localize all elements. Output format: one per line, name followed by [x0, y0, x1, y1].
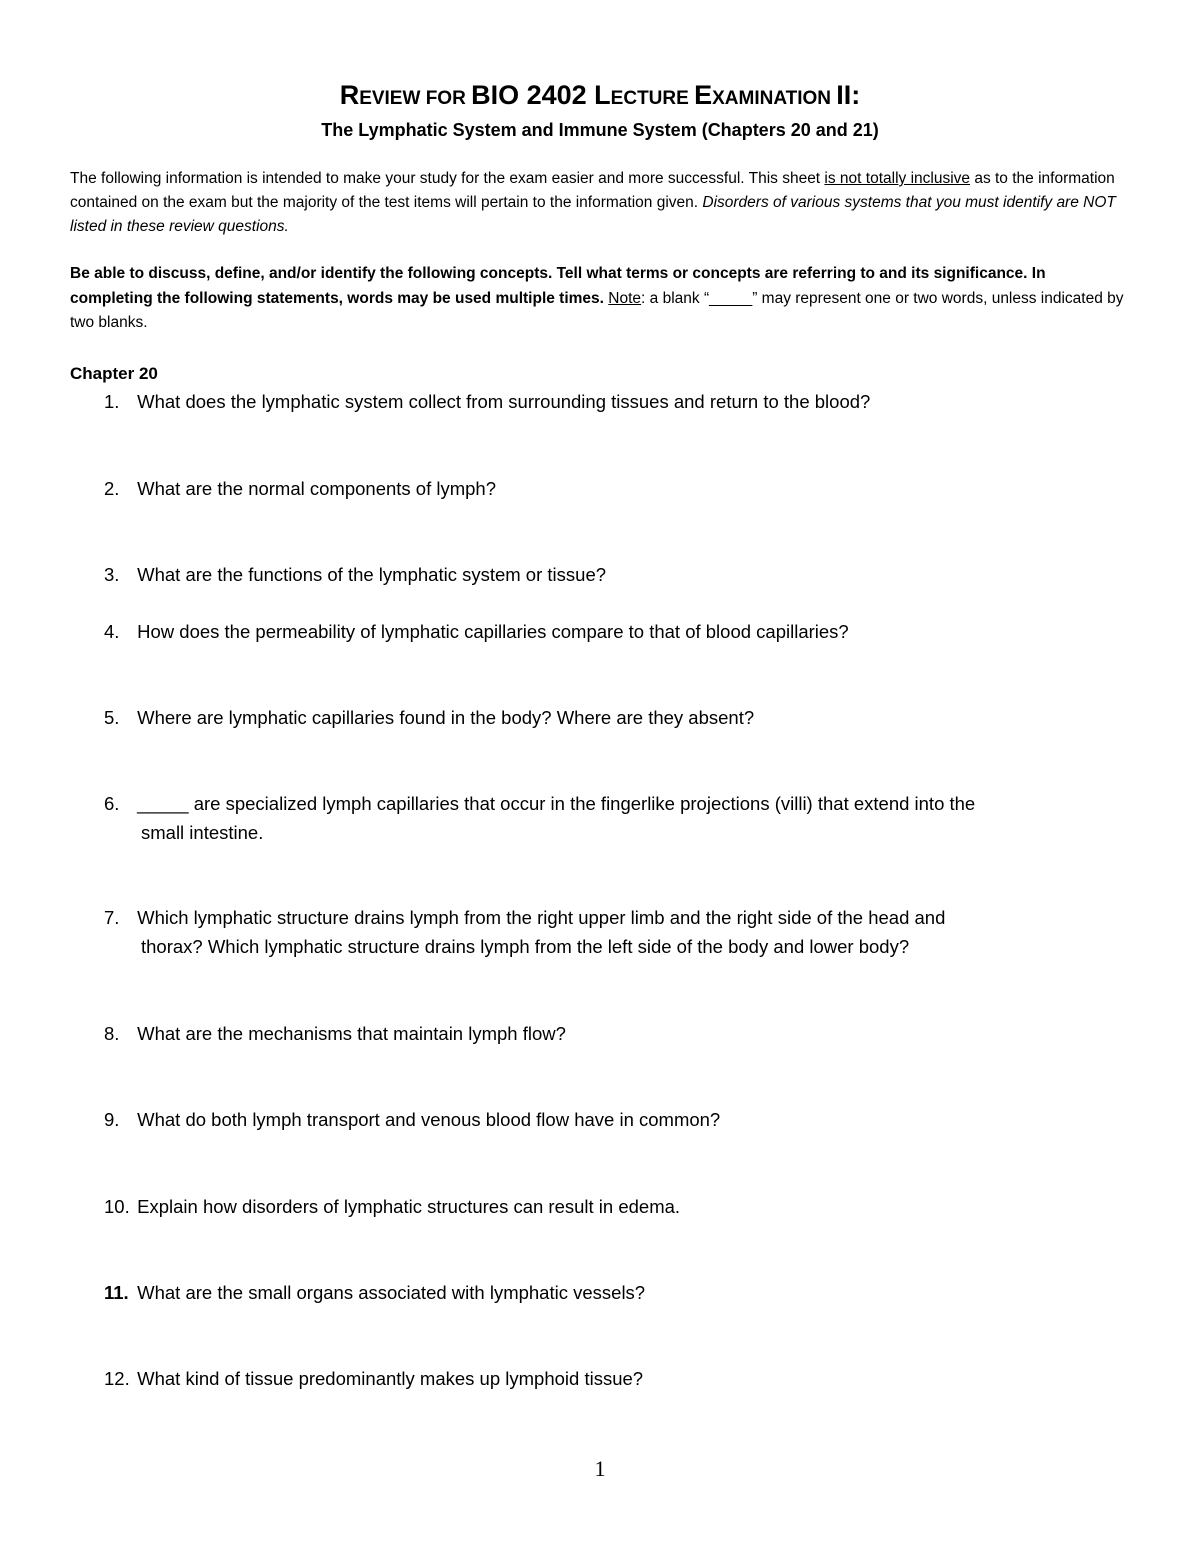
- question-item: [104, 1364, 1144, 1393]
- question-text: Explain how disorders of lymphatic structures can result in edema.: [137, 1196, 681, 1217]
- intro-text: as to the information contained on the exam but the majority of the test items will pertain to the information given.: [70, 170, 1115, 211]
- question-number: 12.: [104, 1368, 130, 1389]
- question-number: 8.: [104, 1023, 120, 1044]
- question-item: [104, 1192, 1144, 1221]
- page-number: 1: [594, 1456, 606, 1481]
- question-text: What are the normal components of lymph?: [137, 478, 497, 499]
- question-item: [104, 703, 1144, 732]
- title-part: BIO 2402: [471, 80, 595, 110]
- question-text-continued: small intestine.: [141, 822, 264, 843]
- question-item: [104, 474, 1144, 503]
- question-text: Which lymphatic structure drains lymph from the right upper limb and the right side of the head and: [137, 907, 946, 928]
- title-part: E: [694, 80, 713, 110]
- intro-text: The following information is intended to make your study for the exam easier and more successful. This sheet: [70, 170, 825, 187]
- question-item: [104, 903, 1144, 961]
- title-part: II:: [836, 80, 861, 110]
- question-number: 4.: [104, 621, 120, 642]
- question-text-continued: thorax? Which lymphatic structure drains lymph from the left side of the body and lower body?: [141, 936, 910, 957]
- chapter-heading: Chapter 20: [70, 364, 158, 383]
- question-number: 2.: [104, 478, 120, 499]
- question-text: Where are lymphatic capillaries found in the body? Where are they absent?: [137, 707, 755, 728]
- question-text: What does the lymphatic system collect from surrounding tissues and return to the blood?: [137, 391, 871, 412]
- title-part: R: [339, 80, 360, 110]
- question-text: What do both lymph transport and venous blood flow have in common?: [137, 1109, 721, 1130]
- question-number: 6.: [104, 793, 120, 814]
- question-text: How does the permeability of lymphatic capillaries compare to that of blood capillaries?: [137, 621, 849, 642]
- instructions-bold-text: Be able to discuss, define, and/or identify the following concepts. Tell what terms or concepts are referring to and its significance. In completing the following statements, words may be used multiple times.: [70, 265, 1046, 307]
- question-number: 3.: [104, 564, 120, 585]
- question-item: [104, 1278, 1144, 1307]
- document-title: [0, 78, 1200, 116]
- question-text: _____ are specialized lymph capillaries that occur in the fingerlike projections (villi) that extend into the: [137, 793, 976, 814]
- intro-underlined-text: is not totally inclusive: [824, 170, 971, 187]
- question-number: 1.: [104, 391, 120, 412]
- title-part: ECTURE: [610, 88, 695, 109]
- question-number: 10.: [104, 1196, 130, 1217]
- question-text: What are the mechanisms that maintain lymph flow?: [137, 1023, 566, 1044]
- instructions-paragraph: [70, 262, 1132, 336]
- title-part: XAMINATION: [712, 88, 837, 109]
- note-label: Note: [608, 289, 642, 307]
- intro-paragraph: [70, 167, 1132, 239]
- question-item: [104, 789, 1144, 847]
- question-number: 9.: [104, 1109, 120, 1130]
- title-part: L: [594, 80, 611, 110]
- question-item: [104, 617, 1144, 646]
- question-item: [104, 387, 1144, 416]
- question-item: [104, 560, 1144, 589]
- question-text: What kind of tissue predominantly makes up lymphoid tissue?: [137, 1368, 644, 1389]
- question-text: What are the small organs associated with lymphatic vessels?: [137, 1282, 646, 1303]
- title-part: EVIEW FOR: [359, 88, 472, 109]
- question-number: 7.: [104, 907, 120, 928]
- question-number: 11.: [104, 1282, 129, 1303]
- question-text: What are the functions of the lymphatic system or tissue?: [137, 564, 607, 585]
- instructions-text: : a blank “_____” may represent one or two words, unless indicated by two blanks.: [70, 289, 1124, 331]
- document-subtitle: The Lymphatic System and Immune System (Chapters 20 and 21): [321, 120, 879, 140]
- question-number: 5.: [104, 707, 120, 728]
- question-item: [104, 1019, 1144, 1048]
- question-item: [104, 1105, 1144, 1134]
- intro-italic-text: Disorders of various systems that you must identify are NOT listed in these review questions.: [70, 194, 1116, 235]
